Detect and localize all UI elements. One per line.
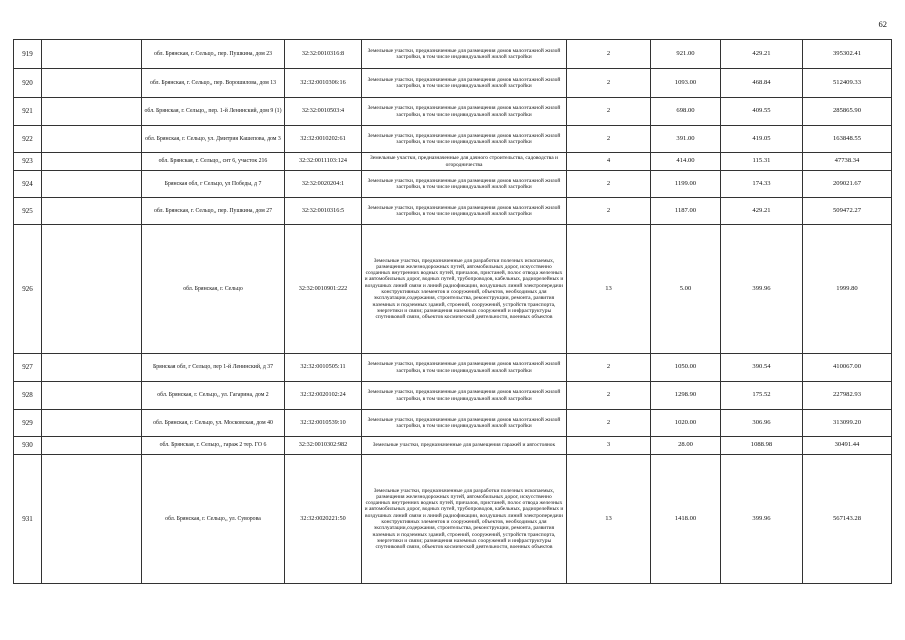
address-cell: обл. Брянская, г. Сельцо, ул. Московская, дом 40: [142, 410, 285, 437]
address-cell: обл. Брянская, г. Сельцо,, пер. Пушкина, дом 27: [142, 198, 285, 225]
row-number: 920: [14, 69, 42, 98]
row-number: 923: [14, 153, 42, 171]
cadastral-number: 32:32:0010503:4: [285, 98, 362, 126]
address-cell: обл. Брянская, г. Сельцо,, пер. Ворошилова, дом 13: [142, 69, 285, 98]
cadastral-number: 32:32:0010302:982: [285, 437, 362, 455]
spacer-cell: [42, 171, 142, 198]
row-number: 929: [14, 410, 42, 437]
spacer-cell: [42, 410, 142, 437]
table-row: [14, 171, 892, 198]
spacer-cell: [42, 455, 142, 584]
rate-cell: 399.96: [721, 225, 803, 354]
group-cell: 2: [567, 382, 651, 410]
cadastral-number: 32:32:0010202:61: [285, 126, 362, 153]
cadastral-value-cell: 512409.33: [803, 69, 892, 98]
address-cell: обл. Брянская, г. Сельцо,, пер. 1-й Ленинский, дом 9 (1): [142, 98, 285, 126]
rate-cell: 175.52: [721, 382, 803, 410]
rate-cell: 115.31: [721, 153, 803, 171]
land-use-cell: Земельные участки, предназначенные для размещения домов малоэтажной жилой застройки, в том числе индивидуальной жилой застройки: [362, 171, 567, 198]
land-use-cell: Земельные участки, предназначенные для размещения домов малоэтажной жилой застройки, в том числе индивидуальной жилой застройки: [362, 198, 567, 225]
land-use-cell: Земельные участки, предназначенные для размещения домов малоэтажной жилой застройки, в том числе индивидуальной жилой застройки: [362, 40, 567, 69]
address-cell: обл. Брянская, г. Сельцо,, снт 6, участок 216: [142, 153, 285, 171]
address-cell: обл. Брянская, г. Сельцо,, ул. Суворова: [142, 455, 285, 584]
spacer-cell: [42, 126, 142, 153]
table-row: [14, 437, 892, 455]
cadastral-number: 32:32:0010316:5: [285, 198, 362, 225]
land-use-cell: Земельные участки, предназначенные для размещения домов малоэтажной жилой застройки, в том числе индивидуальной жилой застройки: [362, 354, 567, 382]
cadastral-value-cell: 509472.27: [803, 198, 892, 225]
cadastral-number: 32:32:0010901:222: [285, 225, 362, 354]
spacer-cell: [42, 69, 142, 98]
area-cell: 1298.90: [651, 382, 721, 410]
land-use-cell: Земельные участки, предназначенные для размещения домов малоэтажной жилой застройки, в том числе индивидуальной жилой застройки: [362, 410, 567, 437]
spacer-cell: [42, 40, 142, 69]
rate-cell: 419.05: [721, 126, 803, 153]
cadastral-number: 32:32:0020204:1: [285, 171, 362, 198]
row-number: 927: [14, 354, 42, 382]
address-cell: обл. Брянская, г. Сельцо,, гараж 2 тер. ГО 6: [142, 437, 285, 455]
cadastral-number: 32:32:0020102:24: [285, 382, 362, 410]
table-body: [14, 40, 892, 584]
rate-cell: 390.54: [721, 354, 803, 382]
spacer-cell: [42, 382, 142, 410]
rate-cell: 409.55: [721, 98, 803, 126]
cadastral-value-cell: 47738.34: [803, 153, 892, 171]
row-number: 919: [14, 40, 42, 69]
row-number: 921: [14, 98, 42, 126]
address-cell: обл. Брянская, г. Сельцо: [142, 225, 285, 354]
spacer-cell: [42, 437, 142, 455]
table-row: [14, 382, 892, 410]
page-number: 62: [878, 19, 887, 29]
cadastral-value-cell: 285865.90: [803, 98, 892, 126]
cadastral-value-cell: 1999.80: [803, 225, 892, 354]
group-cell: 2: [567, 354, 651, 382]
group-cell: 2: [567, 40, 651, 69]
table-row: [14, 410, 892, 437]
area-cell: 1093.00: [651, 69, 721, 98]
address-cell: обл. Брянская, г. Сельцо, ул. Дмитрия Кашепова, дом 3: [142, 126, 285, 153]
group-cell: 4: [567, 153, 651, 171]
group-cell: 2: [567, 69, 651, 98]
area-cell: 1020.00: [651, 410, 721, 437]
land-use-cell: Земельные участки, предназначенные для размещения домов малоэтажной жилой застройки, в том числе индивидуальной жилой застройки: [362, 69, 567, 98]
group-cell: 13: [567, 455, 651, 584]
rate-cell: 429.21: [721, 198, 803, 225]
land-use-cell: Земельные участки, предназначенные для размещения домов малоэтажной жилой застройки, в том числе индивидуальной жилой застройки: [362, 382, 567, 410]
cadastral-number: 32:32:0010539:10: [285, 410, 362, 437]
land-use-cell: Земельные участки, предназначенные для разработки полезных ископаемых, размещения железнодорожных путей, автомобильных дорог, искусственно созданных внутренних водных путей, причалов, пристаней, полос отвода железных и автомобильных дорог, водных путей, трубопроводов, кабельных, радиорелейных и воздушных линий связи и линий радиофикации, воздушных линий электропередачи конструктивных элементов и сооружений, объектов, необходимых для эксплуатации,содержания, строительства, реконструкции, ремонта, развития наземных и подземных зданий, строений, сооружений, устройств транспорта, энергетики и связи; размещения наземных сооружений и инфраструктуры спутниковой связи, объектов космической деятельности, военных объектов: [362, 455, 567, 584]
land-registry-table: [13, 39, 892, 584]
table-row: [14, 69, 892, 98]
cadastral-number: 32:32:0010306:16: [285, 69, 362, 98]
spacer-cell: [42, 354, 142, 382]
address-cell: обл. Брянская, г. Сельцо,, ул. Гагарина, дом 2: [142, 382, 285, 410]
cadastral-value-cell: 227982.93: [803, 382, 892, 410]
rate-cell: 429.21: [721, 40, 803, 69]
area-cell: 414.00: [651, 153, 721, 171]
row-number: 931: [14, 455, 42, 584]
group-cell: 2: [567, 98, 651, 126]
spacer-cell: [42, 198, 142, 225]
row-number: 922: [14, 126, 42, 153]
spacer-cell: [42, 98, 142, 126]
address-cell: Брянская обл, г Сельцо, ул Победы, д 7: [142, 171, 285, 198]
row-number: 924: [14, 171, 42, 198]
rate-cell: 306.96: [721, 410, 803, 437]
table-row: [14, 354, 892, 382]
land-use-cell: Земельные участки, предназначенные для размещения домов малоэтажной жилой застройки, в том числе индивидуальной жилой застройки: [362, 126, 567, 153]
rate-cell: 468.84: [721, 69, 803, 98]
cadastral-value-cell: 30491.44: [803, 437, 892, 455]
row-number: 930: [14, 437, 42, 455]
rate-cell: 399.96: [721, 455, 803, 584]
address-cell: Брянская обл, г Сельцо, пер 1-й Ленинский, д 37: [142, 354, 285, 382]
spacer-cell: [42, 153, 142, 171]
table-row: [14, 98, 892, 126]
land-use-cell: Земельные участки, предназначенные для дачного строительства, садоводства и огородничества: [362, 153, 567, 171]
group-cell: 13: [567, 225, 651, 354]
address-cell: обл. Брянская, г. Сельцо,, пер. Пушкина, дом 23: [142, 40, 285, 69]
area-cell: 5.00: [651, 225, 721, 354]
land-use-cell: Земельные участки, предназначенные для размещения домов малоэтажной жилой застройки, в том числе индивидуальной жилой застройки: [362, 98, 567, 126]
group-cell: 2: [567, 410, 651, 437]
table-row: [14, 126, 892, 153]
cadastral-number: 32:32:0011103:124: [285, 153, 362, 171]
cadastral-value-cell: 395302.41: [803, 40, 892, 69]
table-row: [14, 455, 892, 584]
table-row: [14, 225, 892, 354]
cadastral-value-cell: 567143.28: [803, 455, 892, 584]
group-cell: 3: [567, 437, 651, 455]
cadastral-value-cell: 163848.55: [803, 126, 892, 153]
land-use-cell: Земельные участки, предназначенные для размещения гаражей и автостоянок: [362, 437, 567, 455]
table-row: [14, 198, 892, 225]
area-cell: 1418.00: [651, 455, 721, 584]
cadastral-number: 32:32:0010316:8: [285, 40, 362, 69]
row-number: 928: [14, 382, 42, 410]
group-cell: 2: [567, 171, 651, 198]
rate-cell: 174.33: [721, 171, 803, 198]
spacer-cell: [42, 225, 142, 354]
cadastral-value-cell: 410067.00: [803, 354, 892, 382]
table-row: [14, 153, 892, 171]
cadastral-number: 32:32:0010505:11: [285, 354, 362, 382]
rate-cell: 1088.98: [721, 437, 803, 455]
group-cell: 2: [567, 198, 651, 225]
area-cell: 921.00: [651, 40, 721, 69]
cadastral-value-cell: 209021.67: [803, 171, 892, 198]
row-number: 925: [14, 198, 42, 225]
area-cell: 698.00: [651, 98, 721, 126]
area-cell: 391.00: [651, 126, 721, 153]
cadastral-number: 32:32:0020221:50: [285, 455, 362, 584]
land-use-cell: Земельные участки, предназначенные для разработки полезных ископаемых, размещения железнодорожных путей, автомобильных дорог, искусственно созданных внутренних водных путей, причалов, пристаней, полос отвода железных и автомобильных дорог, водных путей, трубопроводов, кабельных, радиорелейных и воздушных линий связи и линий радиофикации, воздушных линий электропередачи конструктивных элементов и сооружений, объектов, необходимых для эксплуатации,содержания, строительства, реконструкции, ремонта, развития наземных и подземных зданий, строений, сооружений, устройств транспорта, энергетики и связи; размещения наземных сооружений и инфраструктуры спутниковой связи, объектов космической деятельности, военных объектов: [362, 225, 567, 354]
area-cell: 1050.00: [651, 354, 721, 382]
cadastral-value-cell: 313099.20: [803, 410, 892, 437]
area-cell: 1199.00: [651, 171, 721, 198]
group-cell: 2: [567, 126, 651, 153]
row-number: 926: [14, 225, 42, 354]
table-row: [14, 40, 892, 69]
area-cell: 1187.00: [651, 198, 721, 225]
area-cell: 28.00: [651, 437, 721, 455]
